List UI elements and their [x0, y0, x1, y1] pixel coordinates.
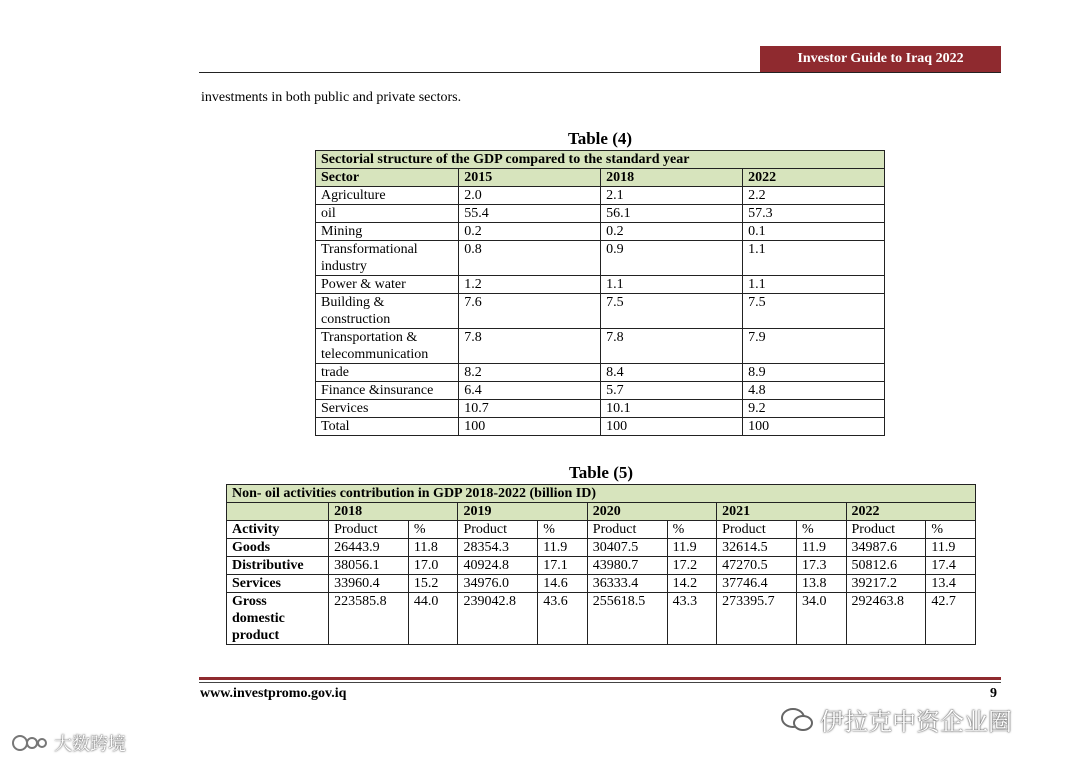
table-row — [316, 400, 885, 418]
percent-value-cell: 17.3 — [797, 557, 847, 575]
sector-cell: Mining — [316, 223, 459, 241]
table-row — [316, 276, 885, 294]
value-cell: 7.8 — [601, 329, 743, 364]
table4-title-row — [316, 151, 885, 169]
table-row — [227, 539, 976, 557]
sector-cell: Finance &insurance — [316, 382, 459, 400]
activity-cell: Goods — [227, 539, 329, 557]
footer-divider-thin — [199, 682, 1001, 683]
percent-value-cell: 34.0 — [797, 593, 847, 645]
table5-subheader-row — [227, 521, 976, 539]
product-value-cell: 223585.8 — [329, 593, 409, 645]
value-cell: 100 — [743, 418, 885, 436]
activity-header-cell: Activity — [227, 521, 329, 539]
table4-header-cell: 2015 — [459, 169, 601, 187]
value-cell: 2.0 — [459, 187, 601, 205]
value-cell: 0.9 — [601, 241, 743, 276]
value-cell: 4.8 — [743, 382, 885, 400]
value-cell: 6.4 — [459, 382, 601, 400]
value-cell: 1.1 — [743, 276, 885, 294]
product-value-cell: 30407.5 — [587, 539, 667, 557]
table-row — [316, 205, 885, 223]
value-cell: 8.9 — [743, 364, 885, 382]
table-row — [316, 241, 885, 276]
sector-cell: oil — [316, 205, 459, 223]
watermark-logo-icon — [10, 733, 50, 753]
percent-header-cell: % — [797, 521, 847, 539]
percent-value-cell: 17.1 — [538, 557, 588, 575]
table5 — [226, 484, 976, 645]
value-cell: 7.5 — [601, 294, 743, 329]
product-value-cell: 50812.6 — [846, 557, 926, 575]
table-row — [316, 294, 885, 329]
header-divider — [199, 72, 1001, 73]
percent-value-cell: 13.4 — [926, 575, 976, 593]
value-cell: 0.2 — [601, 223, 743, 241]
value-cell: 0.2 — [459, 223, 601, 241]
year-header-cell: 2021 — [717, 503, 846, 521]
percent-value-cell: 13.8 — [797, 575, 847, 593]
value-cell: 56.1 — [601, 205, 743, 223]
watermark-left-text: 大数跨境 — [54, 734, 126, 755]
value-cell: 100 — [459, 418, 601, 436]
value-cell: 1.1 — [743, 241, 885, 276]
sector-cell: trade — [316, 364, 459, 382]
value-cell: 7.9 — [743, 329, 885, 364]
product-value-cell: 255618.5 — [587, 593, 667, 645]
sector-cell: Transformational industry — [316, 241, 459, 276]
product-value-cell: 273395.7 — [717, 593, 797, 645]
header-title: Investor Guide to Iraq 2022 — [797, 51, 964, 66]
value-cell: 1.1 — [601, 276, 743, 294]
product-value-cell: 33960.4 — [329, 575, 409, 593]
table-row — [227, 557, 976, 575]
table4 — [315, 150, 885, 436]
product-value-cell: 28354.3 — [458, 539, 538, 557]
table5-year-row — [227, 503, 976, 521]
table4-header-cell: Sector — [316, 169, 459, 187]
sector-cell: Transportation & telecommunication — [316, 329, 459, 364]
percent-value-cell: 11.9 — [667, 539, 717, 557]
product-value-cell: 37746.4 — [717, 575, 797, 593]
table-row — [316, 187, 885, 205]
percent-value-cell: 14.6 — [538, 575, 588, 593]
percent-header-cell: % — [408, 521, 458, 539]
percent-value-cell: 44.0 — [408, 593, 458, 645]
table-row — [316, 382, 885, 400]
product-value-cell: 43980.7 — [587, 557, 667, 575]
table-row — [227, 575, 976, 593]
watermark-right-text: 伊拉克中资企业圈 — [820, 708, 1012, 736]
activity-cell: Distributive — [227, 557, 329, 575]
percent-value-cell: 11.8 — [408, 539, 458, 557]
product-value-cell: 38056.1 — [329, 557, 409, 575]
value-cell: 7.8 — [459, 329, 601, 364]
table-row — [316, 418, 885, 436]
percent-header-cell: % — [926, 521, 976, 539]
value-cell: 57.3 — [743, 205, 885, 223]
percent-value-cell: 11.9 — [797, 539, 847, 557]
percent-value-cell: 17.2 — [667, 557, 717, 575]
table4-caption: Table (4) — [567, 129, 633, 148]
table4-title: Sectorial structure of the GDP compared to the standard year — [316, 151, 885, 169]
product-header-cell: Product — [717, 521, 797, 539]
value-cell: 2.1 — [601, 187, 743, 205]
percent-value-cell: 17.0 — [408, 557, 458, 575]
year-header-cell: 2020 — [587, 503, 716, 521]
table5-title-row — [227, 485, 976, 503]
percent-value-cell: 15.2 — [408, 575, 458, 593]
product-value-cell: 34976.0 — [458, 575, 538, 593]
table4-header-cell: 2022 — [743, 169, 885, 187]
product-header-cell: Product — [587, 521, 667, 539]
value-cell: 10.1 — [601, 400, 743, 418]
chat-bubbles-icon — [780, 707, 814, 733]
value-cell: 9.2 — [743, 400, 885, 418]
year-header-cell: 2019 — [458, 503, 587, 521]
product-value-cell: 34987.6 — [846, 539, 926, 557]
table-row — [227, 593, 976, 645]
percent-value-cell: 17.4 — [926, 557, 976, 575]
product-header-cell: Product — [458, 521, 538, 539]
product-value-cell: 26443.9 — [329, 539, 409, 557]
product-header-cell: Product — [846, 521, 926, 539]
value-cell: 7.5 — [743, 294, 885, 329]
sector-cell: Agriculture — [316, 187, 459, 205]
product-header-cell: Product — [329, 521, 409, 539]
percent-value-cell: 43.3 — [667, 593, 717, 645]
value-cell: 0.1 — [743, 223, 885, 241]
percent-value-cell: 43.6 — [538, 593, 588, 645]
value-cell: 7.6 — [459, 294, 601, 329]
value-cell: 5.7 — [601, 382, 743, 400]
value-cell: 10.7 — [459, 400, 601, 418]
percent-value-cell: 11.9 — [926, 539, 976, 557]
table-row — [316, 223, 885, 241]
value-cell: 2.2 — [743, 187, 885, 205]
percent-header-cell: % — [538, 521, 588, 539]
table4-header-row — [316, 169, 885, 187]
percent-value-cell: 42.7 — [926, 593, 976, 645]
year-header-cell: 2022 — [846, 503, 975, 521]
year-header-cell: 2018 — [329, 503, 458, 521]
value-cell: 8.2 — [459, 364, 601, 382]
product-value-cell: 32614.5 — [717, 539, 797, 557]
percent-value-cell: 14.2 — [667, 575, 717, 593]
product-value-cell: 239042.8 — [458, 593, 538, 645]
table5-corner-cell — [227, 503, 329, 521]
sector-cell: Power & water — [316, 276, 459, 294]
table-row — [316, 364, 885, 382]
sector-cell: Services — [316, 400, 459, 418]
page-number: 9 — [990, 686, 997, 701]
intro-text: investments in both public and private sectors. — [201, 90, 462, 105]
table5-caption: Table (5) — [568, 463, 634, 482]
activity-cell: Services — [227, 575, 329, 593]
product-value-cell: 292463.8 — [846, 593, 926, 645]
product-value-cell: 47270.5 — [717, 557, 797, 575]
value-cell: 0.8 — [459, 241, 601, 276]
value-cell: 8.4 — [601, 364, 743, 382]
value-cell: 1.2 — [459, 276, 601, 294]
watermark-left — [10, 730, 126, 756]
table5-title: Non- oil activities contribution in GDP 2018-2022 (billion ID) — [227, 485, 976, 503]
table4-header-cell: 2018 — [601, 169, 743, 187]
sector-cell: Building & construction — [316, 294, 459, 329]
percent-header-cell: % — [667, 521, 717, 539]
sector-cell: Total — [316, 418, 459, 436]
activity-cell: Gross domestic product — [227, 593, 329, 645]
value-cell: 55.4 — [459, 205, 601, 223]
watermark-right — [780, 702, 1012, 737]
table-row — [316, 329, 885, 364]
value-cell: 100 — [601, 418, 743, 436]
product-value-cell: 39217.2 — [846, 575, 926, 593]
percent-value-cell: 11.9 — [538, 539, 588, 557]
product-value-cell: 36333.4 — [587, 575, 667, 593]
header-title-badge — [760, 46, 1001, 72]
product-value-cell: 40924.8 — [458, 557, 538, 575]
footer-divider-thick — [199, 677, 1001, 680]
footer-url[interactable]: www.investpromo.gov.iq — [200, 686, 347, 701]
